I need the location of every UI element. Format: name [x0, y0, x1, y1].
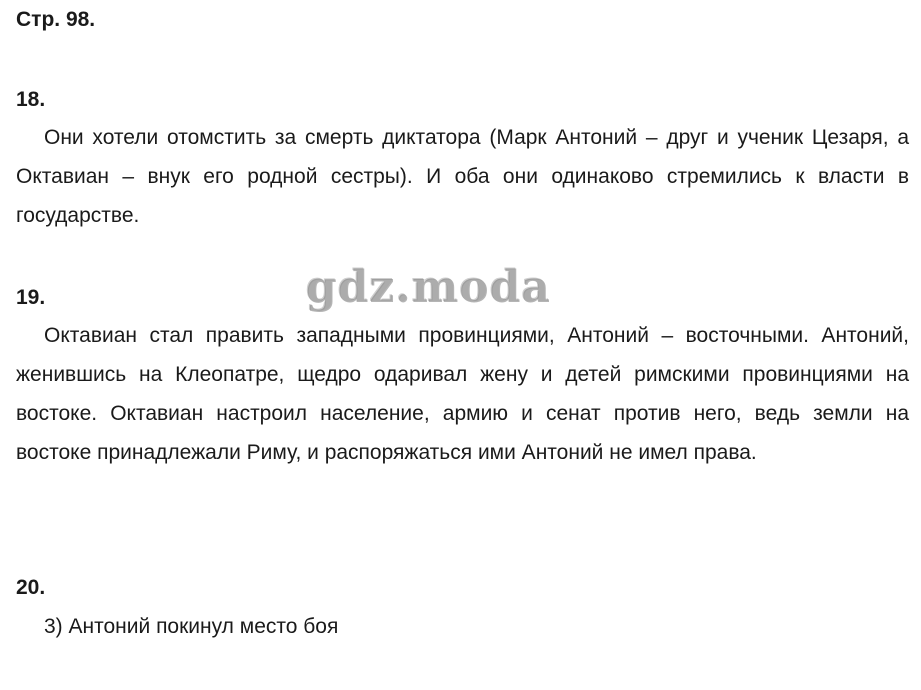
- task-number-19: 19.: [16, 286, 46, 309]
- task-answer-19: Октавиан стал править западными провинциями, Антоний – восточными. Антоний, женившись на Клеопатре, щедро одаривал жену и детей римскими провинциями на востоке. Октавиан настроил население, армию и сенат против него, ведь земли на востоке принадлежали Риму, и распоряжаться ими Антоний не имел права.: [16, 324, 909, 464]
- task-answer-18: Они хотели отомстить за смерть диктатора (Марк Антоний – друг и ученик Цезаря, а Октавиан – внук его родной сестры). И оба они одинаково стремились к власти в государстве.: [16, 126, 909, 227]
- watermark-logo: gdz.moda: [306, 262, 552, 313]
- task-number-20: 20.: [16, 576, 46, 599]
- task-number-18: 18.: [16, 88, 46, 111]
- page-header: Стр. 98.: [16, 8, 96, 31]
- task-answer-20: 3) Антоний покинул место боя: [44, 615, 339, 638]
